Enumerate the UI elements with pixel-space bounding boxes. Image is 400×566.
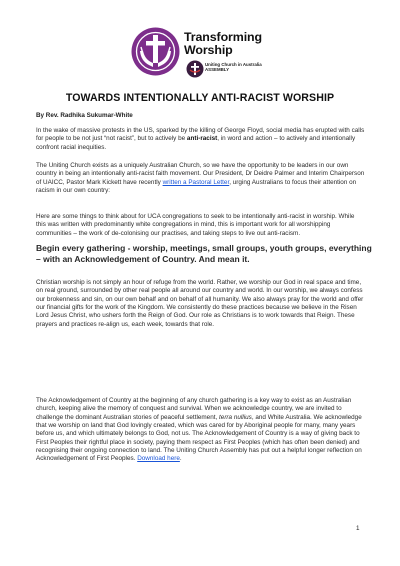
p2-text-a: The Uniting Church exists as a uniquely Australian Church, so we have the opportunity to be leaders in our own country in being an intentionally anti-racist faith movement. Our President, Dr Deidre Palmer and Interim Chairperson of UAICC, Pastor Mark Kickett have recently [36,162,365,186]
p5-italic: terra nullius [219,413,252,421]
cross-hands-icon [131,27,180,76]
paragraph-3: Here are some things to think about for UCA congregations to seek to be intentionally anti-racist in worship. While this was written with predominantly white congregations in mind, this is important work for all worshipping communities – the work of de-colonising our practises, and taking steps to live out anti-racism. [36,213,355,237]
p2-text-b: , urging Australians to focus their attention on racism in our own country: [36,178,357,195]
p5-text-c: . [179,455,182,463]
logo-org-line1: Uniting Church in Australia [205,62,262,67]
transforming-worship-logo [131,27,276,79]
p1-text-a: In the wake of massive protests in the US, sparked by the killing of George Floyd, social media has erupted with calls for people to be not just “not racist”, but to actively be [36,127,365,143]
paragraph-5 [36,397,366,464]
logo-org-line2: ASSEMBLY [205,67,229,72]
section-heading: Begin every gathering - worship, meetings, small groups, youth groups, everything – with an Acknowledgement of Country. And mean it. [36,243,372,264]
paragraph-4: Christian worship is not simply an hour of refuge from the world. Rather, we worship our God in real space and time, on real ground, surrounded by other real people all around our country and world. In our worship, we always confess our brokenness and sin, on our own behalf and on behalf of all humanity. We also always pray for the world and offer our financial gifts for the work of the Kingdom. We consistently do these practices because we believe in the Risen Lord Jesus Christ, who ushers forth the Reign of God. Our role as Christians is to work towards that Reign. These prayers and practices re-align us, each week, towards that role. [36,279,364,328]
logo-title-line1: Transforming [184,30,262,44]
paragraph-1 [36,127,366,152]
page-number: 1 [356,525,360,532]
uniting-church-emblem-icon [186,60,204,78]
p5-text-b: , and White Australia. We acknowledge that we worship on land that God lovingly created, which was cared for by Aboriginal people for many, many years before us, and which ultimately belongs to God, not us. The Acknowledgement of Country is a way of giving back to First Peoples their rightful place in society, paying them respect as First Peoples (which has often been denied) and recognising their ongoing connection to land. The Uniting Church Assembly has put out a helpful longer reflection on Acknowledgement of First Peoples. [36,413,362,463]
byline: By Rev. Radhika Sukumar-White [36,112,133,119]
p1-bold: anti-racist [186,135,218,143]
download-link[interactable]: Download here [137,455,180,463]
p5-text-a: The Acknowledgement of Country at the beginning of any church gathering is a key way to exist as an Australian church, keeping alive the memory of conquest and survival. When we acknowledge country, we are invited to challenge the dominant Australian stories of peaceful settlement, [36,397,352,421]
logo-org-text [205,62,262,72]
pastoral-letter-link[interactable]: written a Pastoral Letter [162,178,230,186]
p1-text-b: , in word and action – to actively and intentionally confront racial inequities. [36,135,356,151]
logo-title [184,31,262,57]
paragraph-2 [36,162,366,195]
logo-title-line2: Worship [184,43,233,57]
document-title: TOWARDS INTENTIONALLY ANTI-RACIST WORSHIP [65,92,335,104]
